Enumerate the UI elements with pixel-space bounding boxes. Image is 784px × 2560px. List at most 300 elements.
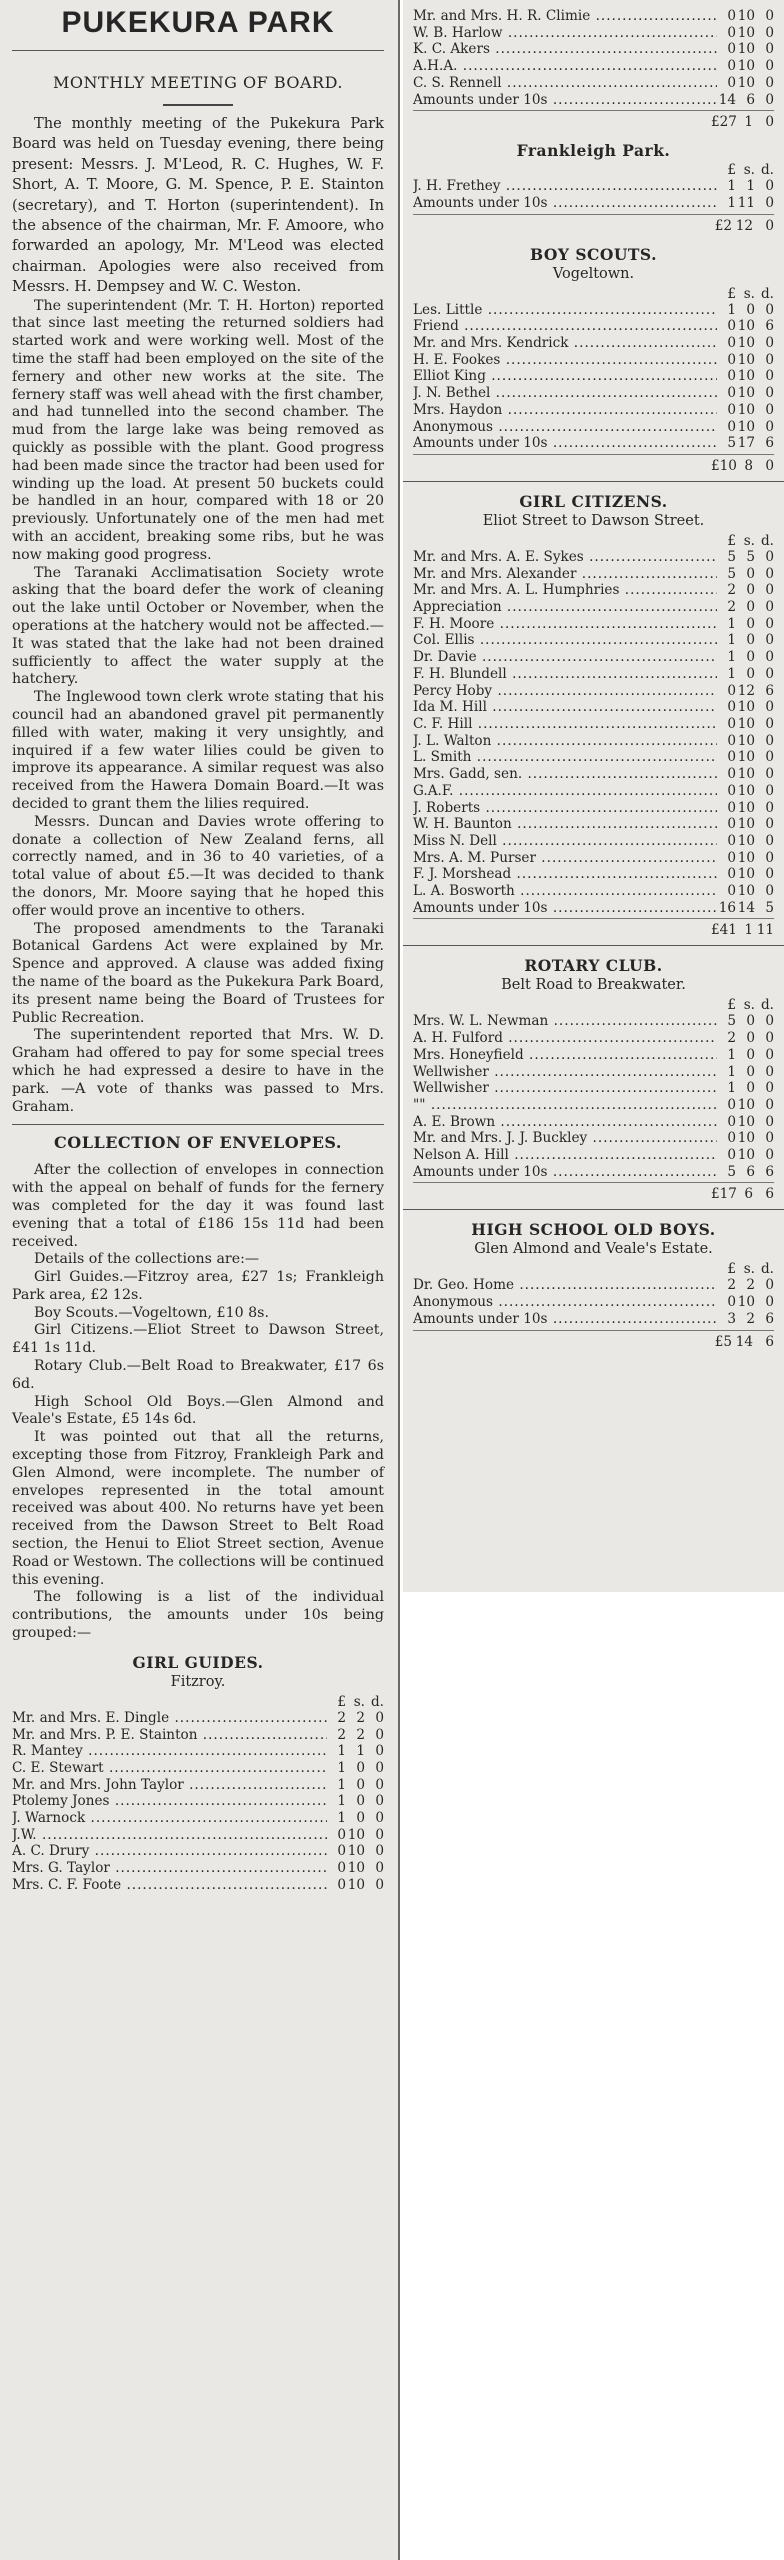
amount-pence: 0: [765, 799, 774, 816]
section-subtitle: Belt Road to Breakwater.: [501, 977, 686, 994]
list-row: [12, 1710, 384, 1727]
amount-pence: 0: [375, 1759, 384, 1776]
contributor-name: W. H. Baunton .....: [413, 816, 717, 833]
amount-pence: 0: [765, 351, 774, 368]
amount-pence: 0: [765, 632, 774, 649]
collection-paragraph: After the collection of envelopes in connection with the appeal on behalf of funds for the fernery was completed for the day it was found last evening that a total of £186 15s 11d had been received.: [12, 1162, 384, 1250]
amount-pounds: 0: [727, 699, 736, 716]
amount: [717, 318, 774, 335]
section-title: ROTARY CLUB.: [524, 956, 663, 976]
list-row: [413, 1311, 774, 1328]
amount-shillings: 0: [356, 1793, 365, 1810]
list-row: [413, 816, 774, 833]
frankleigh-list: [413, 141, 774, 234]
list-row: [413, 1164, 774, 1181]
amount-pence: 6: [765, 1163, 774, 1180]
amount-shillings: 0: [746, 565, 755, 582]
amount-shillings: 10: [737, 74, 755, 91]
contributor-name: Amounts under 10s .....: [413, 195, 717, 212]
amount-pence: 0: [765, 732, 774, 749]
currency-columns: [717, 1261, 774, 1277]
amount-pounds: 0: [337, 1843, 346, 1860]
amount-shillings: 10: [737, 699, 755, 716]
amount-pence: 0: [765, 401, 774, 418]
amount-pence: 6: [765, 318, 774, 335]
section-title: HIGH SCHOOL OLD BOYS.: [471, 1220, 716, 1240]
amount-shillings: 10: [737, 849, 755, 866]
amount: [717, 1277, 774, 1294]
list-row: [413, 632, 774, 649]
currency-label: s.: [743, 532, 755, 549]
section-total: [413, 1182, 774, 1203]
amount-pounds: £5: [714, 1333, 732, 1350]
amount: [717, 402, 774, 419]
high-school-list: [413, 1220, 774, 1350]
amount-shillings: 0: [746, 632, 755, 649]
currency-label: d.: [760, 1261, 774, 1278]
contributor-name: Amounts under 10s .....: [413, 1164, 717, 1181]
amount-pounds: 1: [727, 649, 736, 666]
amount-pounds: 1: [727, 615, 736, 632]
amount-shillings: 10: [737, 41, 755, 58]
amount-pounds: 0: [727, 1294, 736, 1311]
contributor-name: C. F. Hill .....: [413, 716, 717, 733]
contributor-name: L. A. Bosworth .....: [413, 883, 717, 900]
amount-pounds: 1: [337, 1793, 346, 1810]
amount-pounds: 0: [727, 74, 736, 91]
list-row: [413, 766, 774, 783]
contributor-name: Mrs. C. F. Foote .....: [12, 1877, 327, 1894]
amount-pounds: 0: [727, 1130, 736, 1147]
amount-pounds: 1: [337, 1810, 346, 1827]
contributor-name: Mr. and Mrs. John Taylor .....: [12, 1777, 327, 1794]
list-row: [413, 368, 774, 385]
amount-pounds: 0: [727, 368, 736, 385]
amount: [717, 632, 774, 649]
list-row: [413, 419, 774, 436]
amount-shillings: 10: [737, 1096, 755, 1113]
section-title: Frankleigh Park.: [516, 141, 671, 161]
article-paragraph: The proposed amendments to the Taranaki Botanical Gardens Act were explained by Mr. Spence and approved. A clause was added fixing the name of the board as the Pukekura Park Board, its present name being the Board of Trustees for Public Recreation.: [12, 920, 384, 1026]
amount-shillings: 12: [735, 217, 753, 234]
amount-shillings: 17: [737, 435, 755, 452]
collection-heading: COLLECTION OF ENVELOPES.: [54, 1133, 342, 1153]
contributor-name: Les. Little .....: [413, 302, 717, 319]
amount-pounds: 0: [727, 883, 736, 900]
list-row: [413, 1130, 774, 1147]
amount-pounds: 1: [727, 1063, 736, 1080]
amount: [327, 1793, 384, 1810]
amount-pounds: 0: [727, 58, 736, 75]
list-row: [413, 833, 774, 850]
amount-pence: 0: [765, 178, 774, 195]
headline: PUKEKURA PARK: [61, 6, 335, 39]
amount-pounds: 2: [337, 1709, 346, 1726]
contributor-name: J. L. Walton .....: [413, 733, 717, 750]
amount-pence: 0: [765, 41, 774, 58]
contributor-name: Ida M. Hill .....: [413, 699, 717, 716]
contributor-name: Percy Hoby .....: [413, 683, 717, 700]
list-row: [413, 41, 774, 58]
amount-shillings: 0: [746, 1063, 755, 1080]
currency-label: £: [727, 532, 736, 549]
divider: [12, 1124, 384, 1125]
amount: [711, 1333, 774, 1351]
amount: [717, 883, 774, 900]
amount-pence: 0: [765, 1013, 774, 1030]
amount-shillings: 14: [735, 1333, 753, 1350]
currency-header: [413, 162, 774, 178]
amount-pounds: 0: [727, 418, 736, 435]
amount-pence: 0: [765, 548, 774, 565]
amount-pence: 0: [765, 385, 774, 402]
article-body: [12, 114, 384, 1116]
article-paragraph: The monthly meeting of the Pukekura Park Board was held on Tuesday evening, there being present: Messrs. J. M'Leod, R. C. Hughes, W. F. Short, A. T. Moore, G. M. Spence, P. E. Stainton (secretary), and T. Horton (superintendent). In the absence of the chairman, Mr. F. Amoore, who forwarded an apology, Mr. M'Leod was elected chairman. Apologies were also received from Messrs. H. Dempsey and W. C. Weston.: [12, 115, 384, 296]
amount-shillings: 12: [737, 682, 755, 699]
amount-pounds: 0: [727, 766, 736, 783]
amount-pence: 0: [765, 24, 774, 41]
amount-pence: 0: [765, 1277, 774, 1294]
amount: [717, 833, 774, 850]
amount-shillings: 0: [746, 1030, 755, 1047]
amount-pence: 0: [375, 1793, 384, 1810]
amount-pence: 0: [765, 58, 774, 75]
amount-pounds: 1: [337, 1743, 346, 1760]
amount: [327, 1777, 384, 1794]
currency-header: [413, 533, 774, 549]
amount-pounds: 0: [727, 1147, 736, 1164]
contributor-name: Mr. and Mrs. P. E. Stainton .....: [12, 1727, 327, 1744]
contributor-name: Mrs. Haydon .....: [413, 402, 717, 419]
amount: [717, 649, 774, 666]
amount-pounds: £17: [711, 1186, 737, 1203]
currency-label: £: [337, 1693, 346, 1710]
amount-pence: 0: [765, 832, 774, 849]
amount-shillings: 2: [356, 1726, 365, 1743]
amount-pounds: 5: [727, 1013, 736, 1030]
list-row: [413, 25, 774, 42]
amount-shillings: 10: [737, 1294, 755, 1311]
amount: [717, 866, 774, 883]
amount-shillings: 10: [737, 816, 755, 833]
contributor-name: A. C. Drury .....: [12, 1843, 327, 1860]
collection-paragraph: Details of the collections are:—: [34, 1251, 260, 1268]
amount-shillings: 6: [746, 1163, 755, 1180]
amount-pounds: 0: [727, 715, 736, 732]
contributor-name: Mrs. Honeyfield .....: [413, 1047, 717, 1064]
amount: [711, 1185, 774, 1203]
list-row: [413, 800, 774, 817]
amount-pounds: 0: [727, 799, 736, 816]
list-row: [413, 1080, 774, 1097]
amount-pence: 0: [765, 457, 774, 474]
section-title: GIRL GUIDES.: [132, 1652, 264, 1672]
amount: [717, 616, 774, 633]
amount: [717, 368, 774, 385]
contributor-name: J. H. Frethey .....: [413, 178, 717, 195]
amount-pence: 0: [765, 1063, 774, 1080]
currency-label: £: [727, 285, 736, 302]
list-row: [413, 1064, 774, 1081]
list-row: [413, 582, 774, 599]
amount-pence: 0: [765, 194, 774, 211]
amount: [717, 1114, 774, 1131]
amount-pounds: 0: [727, 832, 736, 849]
amount-pence: 0: [765, 1294, 774, 1311]
amount: [717, 666, 774, 683]
amount-pounds: 5: [727, 435, 736, 452]
amount-shillings: 10: [737, 401, 755, 418]
amount-pence: 0: [765, 599, 774, 616]
amount-pounds: £10: [711, 457, 737, 474]
amount-pounds: 0: [727, 866, 736, 883]
amount: [327, 1860, 384, 1877]
contributor-name: Col. Ellis .....: [413, 632, 717, 649]
amount-pence: 0: [765, 715, 774, 732]
amount: [717, 1013, 774, 1030]
amount: [717, 749, 774, 766]
list-row: [413, 1013, 774, 1030]
amount: [717, 733, 774, 750]
amount-shillings: 10: [347, 1843, 365, 1860]
section-subtitle: Eliot Street to Dawson Street.: [482, 512, 705, 529]
amount-shillings: 10: [737, 832, 755, 849]
contributor-name: Mr. and Mrs. Alexander .....: [413, 566, 717, 583]
collection-paragraph: The following is a list of the individual contributions, the amounts under 10s being grouped:—: [12, 1589, 384, 1642]
list-row: [413, 599, 774, 616]
amount-pence: 0: [375, 1709, 384, 1726]
list-row: [413, 8, 774, 25]
list-row: [12, 1810, 384, 1827]
amount-pounds: 16: [718, 899, 736, 916]
fitzroy-list-continued: [413, 8, 774, 131]
contributor-name: F. H. Moore .....: [413, 616, 717, 633]
amount-pounds: 2: [727, 582, 736, 599]
amount-pounds: 2: [727, 1277, 736, 1294]
list-row: [413, 733, 774, 750]
amount: [711, 457, 774, 475]
amount: [717, 900, 774, 917]
amount-shillings: 11: [737, 194, 755, 211]
amount-pounds: 5: [727, 1163, 736, 1180]
amount: [717, 566, 774, 583]
amount: [717, 41, 774, 58]
subheadline: MONTHLY MEETING OF BOARD.: [53, 73, 343, 92]
amount-shillings: 10: [737, 24, 755, 41]
contributor-name: C. S. Rennell .....: [413, 75, 717, 92]
list-row: [413, 1047, 774, 1064]
section-total: [413, 214, 774, 235]
amount: [717, 1311, 774, 1328]
amount-shillings: 0: [746, 301, 755, 318]
amount-pence: 11: [756, 922, 774, 939]
contributor-name: J. Roberts .....: [413, 800, 717, 817]
amount-shillings: 6: [744, 1186, 753, 1203]
list-row: [12, 1743, 384, 1760]
amount-pounds: 1: [727, 665, 736, 682]
amount-shillings: 14: [737, 899, 755, 916]
article-paragraph: The superintendent reported that Mrs. W. D. Graham had offered to pay for some special trees which he had expressed a desire to have in the park. —A vote of thanks was passed to Mrs. Graham.: [12, 1027, 384, 1115]
amount-pence: 0: [765, 1113, 774, 1130]
amount-pounds: 14: [718, 91, 736, 108]
currency-header: [413, 286, 774, 302]
amount-pence: 0: [765, 1080, 774, 1097]
list-row: [413, 566, 774, 583]
currency-label: s.: [743, 285, 755, 302]
right-column: [403, 0, 784, 1592]
contributor-name: G.A.F. .....: [413, 783, 717, 800]
contributor-name: Anonymous .....: [413, 419, 717, 436]
amount-shillings: 0: [746, 649, 755, 666]
amount-pence: 0: [375, 1726, 384, 1743]
divider: [12, 50, 384, 51]
amount-pounds: 5: [727, 565, 736, 582]
amount: [717, 25, 774, 42]
amount-pounds: 1: [727, 1046, 736, 1063]
list-row: [413, 335, 774, 352]
section-total: [413, 110, 774, 131]
article-paragraph: The Taranaki Acclimatisation Society wrote asking that the board defer the work of cleaning out the lake until October or November, when the operations at the hatchery would not be affected.—It was stated that the lake had not been drained sufficiently to affect the water supply at the hatchery.: [12, 564, 384, 688]
contributor-name: Mrs. A. M. Purser .....: [413, 850, 717, 867]
contributor-name: Nelson A. Hill .....: [413, 1147, 717, 1164]
contributor-name: K. C. Akers .....: [413, 41, 717, 58]
amount-pounds: 2: [727, 599, 736, 616]
amount-shillings: 0: [746, 1080, 755, 1097]
amount-pounds: 0: [727, 782, 736, 799]
amount-pounds: 0: [727, 682, 736, 699]
amount-shillings: 8: [744, 457, 753, 474]
amount-shillings: 10: [737, 8, 755, 24]
list-row: [413, 402, 774, 419]
amount-shillings: 10: [737, 1113, 755, 1130]
currency-label: s.: [743, 1261, 755, 1278]
amount-shillings: 10: [347, 1876, 365, 1893]
amount-pounds: 0: [727, 1113, 736, 1130]
currency-label: d.: [760, 285, 774, 302]
amount-pence: 0: [375, 1743, 384, 1760]
contributor-name: J.W. .....: [12, 1827, 327, 1844]
currency-columns: [717, 997, 774, 1013]
section-total: [413, 918, 774, 939]
amount-pounds: 1: [727, 632, 736, 649]
amount-pounds: 0: [727, 351, 736, 368]
girl-guides-list: [12, 1653, 384, 1894]
amount-pounds: 1: [337, 1776, 346, 1793]
contributor-name: Mr. and Mrs. Kendrick .....: [413, 335, 717, 352]
contributor-name: Mrs. W. L. Newman .....: [413, 1013, 717, 1030]
amount-pence: 0: [765, 766, 774, 783]
contributor-name: R. Mantey .....: [12, 1743, 327, 1760]
amount-shillings: 2: [356, 1709, 365, 1726]
contributor-name: Amounts under 10s .....: [413, 1311, 717, 1328]
list-row: [413, 352, 774, 369]
amount-shillings: 10: [737, 418, 755, 435]
contributor-name: Mrs. G. Taylor .....: [12, 1860, 327, 1877]
amount: [717, 385, 774, 402]
amount-shillings: 0: [746, 615, 755, 632]
amount-shillings: 10: [737, 782, 755, 799]
contributor-name: Ptolemy Jones .....: [12, 1793, 327, 1810]
amount-pence: 0: [765, 368, 774, 385]
rotary-list: [413, 956, 774, 1210]
list-row: [413, 1147, 774, 1164]
contributor-name: J. N. Bethel .....: [413, 385, 717, 402]
contributor-name: C. E. Stewart .....: [12, 1760, 327, 1777]
amount-pounds: 0: [727, 816, 736, 833]
article-paragraph: Messrs. Duncan and Davies wrote offering to donate a collection of New Zealand ferns, all correctly named, and in 36 to 40 varieties, of a total value of about £5.—It was decided to thank the donors, Mr. Moore saying that he hoped this offer would prove an incentive to others.: [12, 813, 384, 919]
collection-paragraph: Girl Guides.—Fitzroy area, £27 1s; Frankleigh Park area, £2 12s.: [12, 1269, 384, 1303]
amount-pounds: 1: [727, 178, 736, 195]
amount-pence: 0: [765, 782, 774, 799]
currency-label: d.: [760, 997, 774, 1014]
amount: [717, 75, 774, 92]
section-subtitle: Glen Almond and Veale's Estate.: [474, 1241, 713, 1258]
currency-label: s.: [743, 162, 755, 179]
amount: [327, 1877, 384, 1894]
amount: [717, 1047, 774, 1064]
currency-label: £: [727, 162, 736, 179]
list-row: [12, 1827, 384, 1844]
contributor-name: Wellwisher .....: [413, 1080, 717, 1097]
amount-pence: 0: [765, 816, 774, 833]
amount-shillings: 5: [746, 548, 755, 565]
contributor-name: J. Warnock .....: [12, 1810, 327, 1827]
collection-paragraph: Boy Scouts.—Vogeltown, £10 8s.: [34, 1304, 269, 1321]
amount-pence: 6: [765, 1310, 774, 1327]
currency-columns: [327, 1694, 384, 1710]
divider: [163, 104, 233, 106]
amount-shillings: 10: [737, 866, 755, 883]
amount: [717, 335, 774, 352]
amount: [717, 599, 774, 616]
amount: [717, 1147, 774, 1164]
contributor-name: A. H. Fulford .....: [413, 1030, 717, 1047]
collection-paragraph: It was pointed out that all the returns, excepting those from Fitzroy, Frankleigh Park and Glen Almond, were incomplete. The number of envelopes represented in the total amount received was about 400. No returns have yet been received from the Dawson Street to Belt Road section, the Henui to Eliot Street section, Avenue Road or Westown. The collections will be continued this evening.: [12, 1429, 384, 1588]
currency-columns: [717, 286, 774, 302]
contributor-name: F. J. Morshead .....: [413, 866, 717, 883]
amount-pence: 6: [765, 1186, 774, 1203]
contributor-name: F. H. Blundell .....: [413, 666, 717, 683]
contributor-name: Anonymous .....: [413, 1294, 717, 1311]
amount: [327, 1743, 384, 1760]
amount-pence: 0: [765, 1096, 774, 1113]
amount-pence: 0: [765, 615, 774, 632]
list-row: [413, 699, 774, 716]
list-row: [413, 385, 774, 402]
amount-pence: 0: [765, 866, 774, 883]
section-total: [413, 1330, 774, 1351]
amount: [717, 683, 774, 700]
amount: [717, 1294, 774, 1311]
contributor-name: Amounts under 10s .....: [413, 900, 717, 917]
collection-paragraph: Girl Citizens.—Eliot Street to Dawson Street, £41 1s 11d.: [12, 1322, 384, 1357]
girl-citizens-list: [413, 492, 774, 946]
currency-columns: [717, 162, 774, 178]
amount-shillings: 0: [356, 1776, 365, 1793]
amount: [717, 582, 774, 599]
amount-pence: 6: [765, 1333, 774, 1350]
amount-pence: 0: [765, 301, 774, 318]
amount-pounds: 0: [727, 749, 736, 766]
currency-label: d.: [760, 532, 774, 549]
currency-label: s.: [743, 997, 755, 1014]
list-row: [12, 1877, 384, 1894]
amount: [327, 1827, 384, 1844]
section-total: [413, 454, 774, 475]
amount-pence: 0: [765, 1030, 774, 1047]
amount-pounds: 0: [727, 385, 736, 402]
list-row: [413, 318, 774, 335]
